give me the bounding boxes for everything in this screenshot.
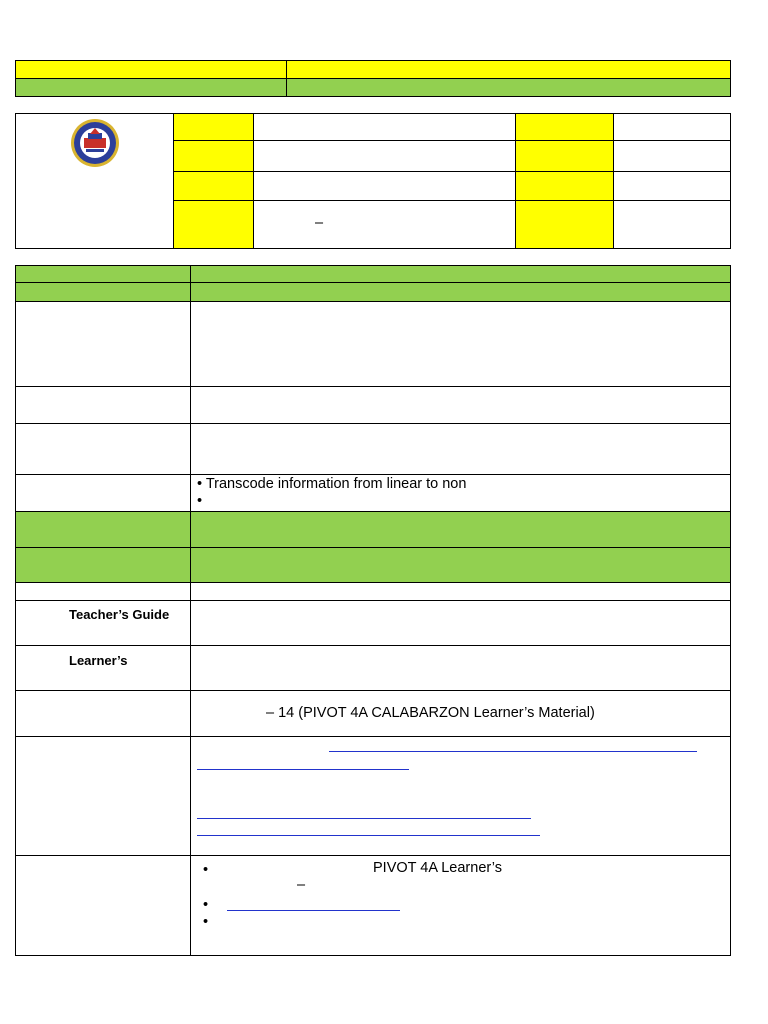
references-value bbox=[191, 583, 731, 601]
label-cell-7 bbox=[174, 201, 254, 249]
content-standards-label bbox=[16, 302, 191, 387]
subtitle-cell-right bbox=[287, 79, 731, 97]
label-cell-1 bbox=[174, 114, 254, 141]
teachers-guide-label: Teacher’s Guide bbox=[69, 607, 170, 622]
lesson-table bbox=[15, 265, 731, 956]
resource-link-5[interactable] bbox=[227, 910, 400, 911]
additional-materials-value bbox=[191, 737, 731, 856]
title-cell-left bbox=[16, 61, 287, 79]
textbook-label bbox=[16, 691, 191, 737]
lesson-header-left bbox=[16, 266, 191, 283]
content-standards-value bbox=[191, 302, 731, 387]
value-cell-3 bbox=[254, 141, 516, 172]
value-cell-7 bbox=[254, 201, 516, 249]
other-resources-text: PIVOT 4A Learner’s bbox=[373, 860, 502, 876]
objectives-label bbox=[16, 475, 191, 512]
other-resources-value bbox=[191, 856, 731, 956]
list-bullet-2: • bbox=[203, 897, 209, 913]
objectives-header-right bbox=[191, 283, 731, 302]
label-cell-5 bbox=[174, 172, 254, 201]
additional-materials-label bbox=[16, 737, 191, 856]
label-cell-6 bbox=[516, 172, 614, 201]
content-header-left bbox=[16, 512, 191, 548]
teachers-guide-value bbox=[191, 601, 731, 646]
label-cell-4 bbox=[516, 141, 614, 172]
competencies-value bbox=[191, 424, 731, 475]
value-cell-2 bbox=[614, 114, 731, 141]
competencies-label bbox=[16, 424, 191, 475]
label-cell-3 bbox=[174, 141, 254, 172]
school-seal-icon bbox=[64, 118, 126, 168]
learners-cell bbox=[16, 646, 191, 691]
label-cell-2 bbox=[516, 114, 614, 141]
resources-header-right bbox=[191, 548, 731, 583]
textbook-text: – 14 (PIVOT 4A CALABARZON Learner’s Material) bbox=[266, 705, 595, 721]
title-cell-right bbox=[287, 61, 731, 79]
other-resources-label bbox=[16, 856, 191, 956]
other-resources-dash: – bbox=[297, 877, 306, 893]
teachers-guide-cell bbox=[16, 601, 191, 646]
performance-standards-label bbox=[16, 387, 191, 424]
resource-link-2[interactable] bbox=[197, 769, 409, 770]
logo-cell bbox=[16, 114, 174, 249]
value-cell-1 bbox=[254, 114, 516, 141]
resource-link-1[interactable] bbox=[329, 751, 697, 752]
references-label bbox=[16, 583, 191, 601]
list-bullet-3: • bbox=[203, 914, 209, 930]
resources-header-left bbox=[16, 548, 191, 583]
title-table bbox=[15, 60, 731, 97]
lesson-header-right bbox=[191, 266, 731, 283]
resource-link-3[interactable] bbox=[197, 818, 531, 819]
value-cell-4 bbox=[614, 141, 731, 172]
resource-link-4[interactable] bbox=[197, 835, 540, 836]
school-info-table bbox=[15, 113, 731, 249]
objective-bullet-2: • bbox=[197, 493, 203, 509]
performance-standards-value bbox=[191, 387, 731, 424]
value-cell-8 bbox=[614, 201, 731, 249]
content-header-right bbox=[191, 512, 731, 548]
value-cell-5 bbox=[254, 172, 516, 201]
objective-bullet-1: • Transcode information from linear to non bbox=[197, 476, 467, 492]
objectives-header-left bbox=[16, 283, 191, 302]
learners-label: Learner’s bbox=[69, 653, 128, 668]
objectives-value bbox=[191, 475, 731, 512]
dash-text: – bbox=[315, 215, 324, 231]
label-cell-8 bbox=[516, 201, 614, 249]
value-cell-6 bbox=[614, 172, 731, 201]
subtitle-cell-left bbox=[16, 79, 287, 97]
textbook-value bbox=[191, 691, 731, 737]
learners-value bbox=[191, 646, 731, 691]
list-bullet-1: • bbox=[203, 862, 209, 878]
